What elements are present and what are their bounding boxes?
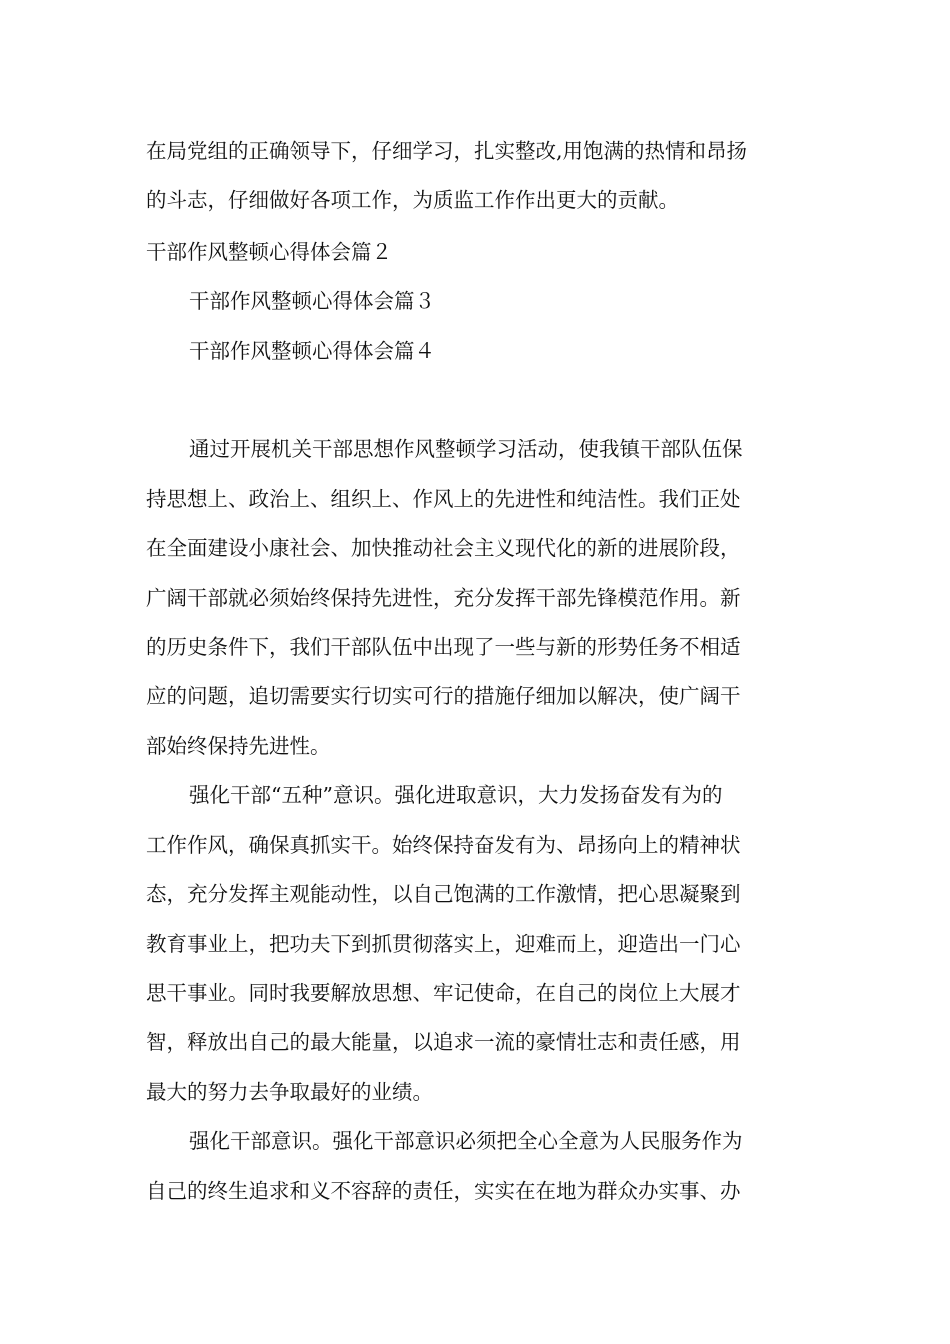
paragraph-line: 广阔干部就必须始终保持先进性，充分发挥干部先锋模范作用。新 (146, 586, 741, 610)
paragraph-line: 在全面建设小康社会、加快推动社会主义现代化的新的进展阶段， (146, 536, 741, 560)
paragraph-line: 的历史条件下，我们干部队伍中出现了一些与新的形势任务不相适 (146, 635, 741, 659)
paragraph-line: 教育事业上，把功夫下到抓贯彻落实上，迎难而上，迎造出一门心 (146, 932, 741, 956)
paragraph-line: 持思想上、政治上、组织上、作风上的先进性和纯洁性。我们正处 (146, 487, 741, 511)
paragraph-line: 应的问题，追切需要实行切实可行的措施仔细加以解决，使广阔干 (146, 684, 741, 708)
paragraph-line: 自己的终生追求和义不容辞的责任，实实在在地为群众办实事、办 (146, 1179, 741, 1203)
paragraph-line: 思干事业。同时我要解放思想、牢记使命，在自己的岗位上大展才 (146, 981, 741, 1005)
paragraph-line: 强化干部意识。强化干部意识必须把全心全意为人民服务作为 (189, 1129, 743, 1153)
paragraph-line: 的斗志，仔细做好各项工作，为质监工作作出更大的贡献。 (146, 188, 679, 212)
paragraph-line: 态，充分发挥主观能动性，以自己饱满的工作激情，把心思凝聚到 (146, 882, 741, 906)
section-heading: 干部作风整顿心得体会篇２ (146, 240, 392, 264)
paragraph-line: 智，释放出自己的最大能量，以追求一流的豪情壮志和责任感，用 (146, 1030, 741, 1054)
section-heading: 干部作风整顿心得体会篇４ (189, 339, 435, 363)
paragraph-line: 工作作风，确保真抓实干。始终保持奋发有为、昂扬向上的精神状 (146, 833, 741, 857)
paragraph-line: 强化干部“五种”意识。强化进取意识，大力发扬奋发有为的 (189, 783, 723, 807)
paragraph-line: 通过开展机关干部思想作风整顿学习活动，使我镇干部队伍保 (189, 437, 743, 461)
paragraph-line: 部始终保持先进性。 (146, 734, 331, 758)
paragraph-line: 在局党组的正确领导下，仔细学习，扎实整改,用饱满的热情和昂扬 (146, 139, 748, 163)
paragraph-line: 最大的努力去争取最好的业绩。 (146, 1080, 433, 1104)
section-heading: 干部作风整顿心得体会篇３ (189, 289, 435, 313)
